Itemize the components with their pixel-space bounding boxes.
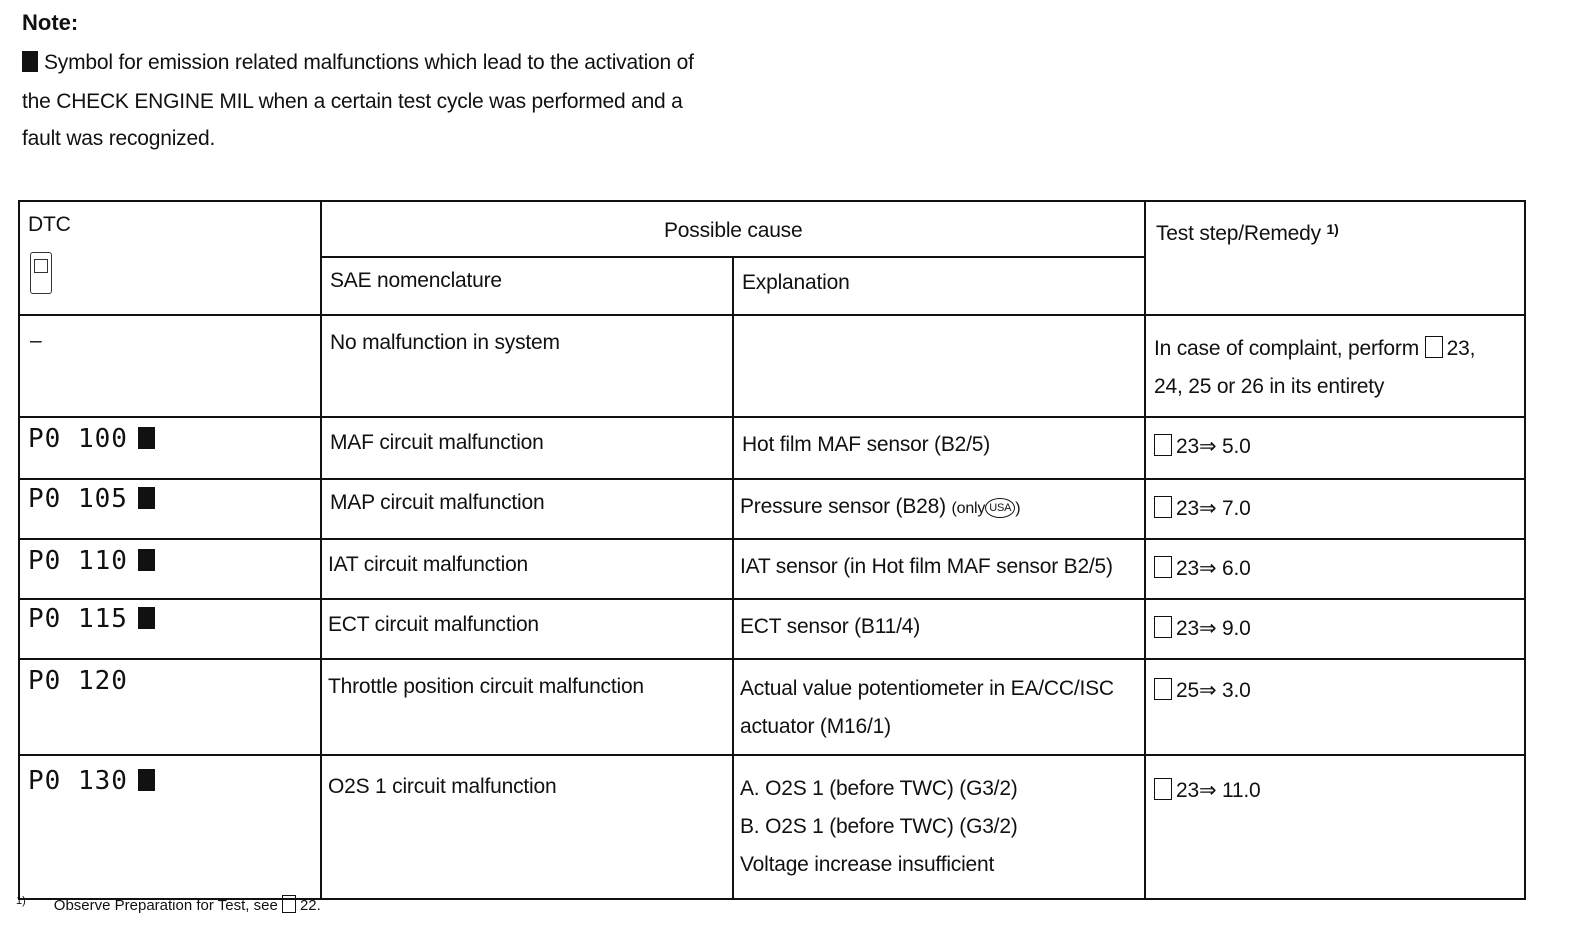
- header-sae-nomenclature: SAE nomenclature: [330, 269, 502, 292]
- emission-symbol-icon: [138, 769, 155, 791]
- row-dtc: P0 120: [28, 666, 128, 696]
- row-remedy: 23⇒ 7.0: [1154, 490, 1251, 528]
- row-sae: MAF circuit malfunction: [330, 431, 544, 454]
- row-dtc: P0 115: [28, 604, 155, 634]
- row-remedy: 23⇒ 11.0: [1154, 772, 1261, 810]
- row-remedy: In case of complaint, perform 23,: [1154, 337, 1476, 360]
- row-divider: [18, 478, 1526, 480]
- row-remedy: 23⇒ 5.0: [1154, 428, 1251, 466]
- emission-symbol-icon: [138, 549, 155, 571]
- page-ref-icon: [1154, 616, 1172, 638]
- row-explanation: IAT sensor (in Hot film MAF sensor B2/5): [740, 555, 1113, 578]
- note-line-2: the CHECK ENGINE MIL when a certain test cycle was performed and a: [22, 90, 683, 113]
- row-explanation: Pressure sensor (B28) (only USA ): [740, 495, 1021, 518]
- row-divider: [18, 416, 1526, 418]
- note-line-3: fault was recognized.: [22, 127, 216, 150]
- row-explanation-line-3: Voltage increase insufficient: [740, 853, 995, 876]
- header-possible-cause: Possible cause: [664, 219, 803, 242]
- page-ref-icon: [1425, 336, 1443, 358]
- emission-symbol-icon: [138, 427, 155, 449]
- page-ref-icon: [1154, 778, 1172, 800]
- dtc-table: [18, 200, 1526, 900]
- row-sae: ECT circuit malfunction: [328, 613, 539, 636]
- row-dtc: P0 130: [28, 766, 155, 796]
- row-sae: MAP circuit malfunction: [330, 491, 545, 514]
- header-explanation: Explanation: [742, 271, 850, 294]
- row-explanation: Hot film MAF sensor (B2/5): [742, 433, 991, 456]
- row-dtc: P0 100: [28, 424, 155, 454]
- row-explanation-line-2: actuator (M16/1): [740, 715, 891, 738]
- header-test-step: Test step/Remedy $^{1)}$: [1156, 221, 1339, 245]
- row-divider: [18, 314, 1526, 316]
- header-dtc: DTC: [28, 213, 71, 236]
- row-explanation: A. O2S 1 (before TWC) (G3/2): [740, 777, 1018, 800]
- page-ref-icon: [1154, 434, 1172, 456]
- row-explanation: Actual value potentiometer in EA/CC/ISC: [740, 677, 1114, 700]
- header-divider: [322, 256, 1146, 258]
- emission-symbol-icon: [138, 487, 155, 509]
- row-sae: No malfunction in system: [330, 331, 560, 354]
- note-title: Note:: [22, 10, 79, 35]
- row-dtc: P0 105: [28, 484, 155, 514]
- row-sae: Throttle position circuit malfunction: [328, 675, 644, 698]
- tester-icon: [30, 252, 52, 294]
- row-sae: IAT circuit malfunction: [328, 553, 529, 576]
- row-remedy: 25⇒ 3.0: [1154, 672, 1251, 710]
- footnote: $^{1)}$ Observe Preparation for Test, see 22.: [16, 895, 321, 914]
- col-divider: [732, 256, 734, 898]
- row-divider: [18, 658, 1526, 660]
- row-divider: [18, 754, 1526, 756]
- row-dtc: –: [30, 329, 42, 352]
- col-divider: [1144, 200, 1146, 898]
- note-line-1: Symbol for emission related malfunctions which lead to the activation of: [22, 51, 694, 75]
- page-ref-icon: [1154, 678, 1172, 700]
- emission-symbol-icon: [22, 51, 38, 72]
- row-remedy: 23⇒ 9.0: [1154, 610, 1251, 648]
- row-divider: [18, 538, 1526, 540]
- row-remedy: 23⇒ 6.0: [1154, 550, 1251, 588]
- row-dtc: P0 110: [28, 546, 155, 576]
- row-divider: [18, 598, 1526, 600]
- page-ref-icon: [1154, 556, 1172, 578]
- page-ref-icon: [282, 895, 296, 913]
- page-ref-icon: [1154, 496, 1172, 518]
- row-explanation: ECT sensor (B11/4): [740, 615, 921, 638]
- emission-symbol-icon: [138, 607, 155, 629]
- row-explanation-line-2: B. O2S 1 (before TWC) (G3/2): [740, 815, 1018, 838]
- usa-badge: USA: [985, 498, 1015, 518]
- row-remedy-line-2: 24, 25 or 26 in its entirety: [1154, 375, 1385, 398]
- row-sae: O2S 1 circuit malfunction: [328, 775, 557, 798]
- col-divider: [320, 200, 322, 898]
